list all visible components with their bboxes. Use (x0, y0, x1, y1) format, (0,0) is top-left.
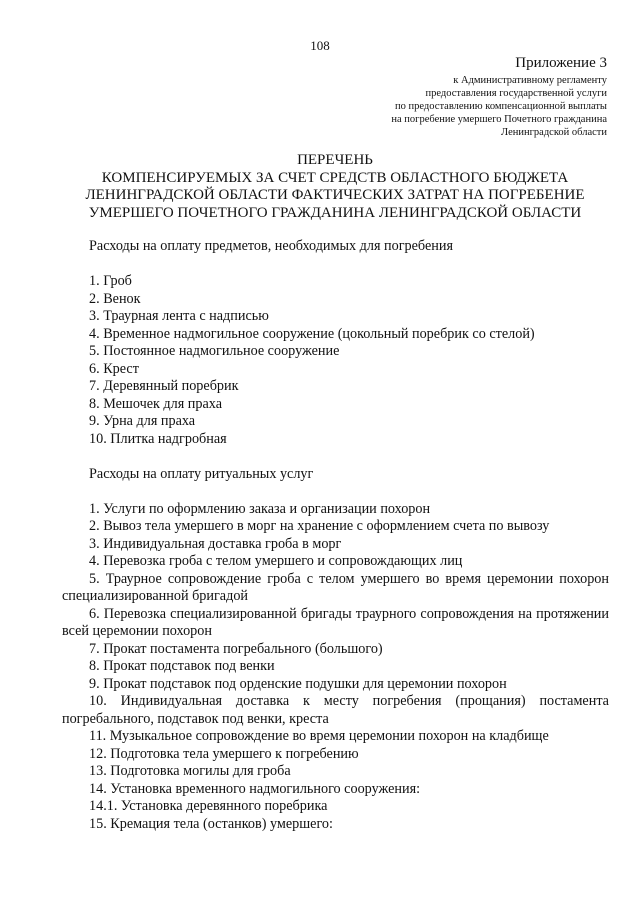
appendix-line: на погребение умершего Почетного гражданина (391, 114, 607, 125)
heading-line: КОМПЕНСИРУЕМЫХ ЗА СЧЕТ СРЕДСТВ ОБЛАСТНОГО БЮДЖЕТА (101, 169, 569, 186)
list-item: 15. Кремация тела (останков) умершего: (89, 815, 333, 832)
list-item: 1. Гроб (89, 273, 132, 289)
list-item: 10. Индивидуальная доставка к месту погребения (прощания) постамента погребального, подставок под венки, креста (62, 693, 609, 727)
document-heading (40, 152, 630, 222)
list-item: 6. Перевозка специализированной бригады траурного сопровождения на протяжении всей церемонии похорон (62, 605, 609, 639)
list-item: 11. Музыкальное сопровождение во время церемонии похорон на кладбище (89, 728, 549, 744)
section-title-services: Расходы на оплату ритуальных услуг (89, 465, 314, 482)
list-item: 12. Подготовка тела умершего к погребению (89, 745, 359, 762)
page-number: 108 (310, 38, 330, 53)
list-item: 4. Перевозка гроба с телом умершего и сопровождающих лиц (89, 553, 463, 569)
list-item: 2. Венок (89, 290, 141, 307)
list-item: 9. Прокат подставок под орденские подушки для церемонии похорон (89, 675, 507, 692)
list-item: 4. Временное надмогильное сооружение (цокольный поребрик со стелой) (89, 325, 535, 342)
appendix-line: по предоставлению компенсационной выплаты (395, 101, 607, 112)
appendix-line: к Административному регламенту (453, 75, 607, 86)
list-item: 14. Установка временного надмогильного сооружения: (89, 780, 421, 797)
list-item: 5. Траурное сопровождение гроба с телом умершего во время церемонии похорон специализированной бригадой (62, 570, 609, 604)
section-title-items: Расходы на оплату предметов, необходимых для погребения (89, 238, 453, 254)
appendix-line: предоставления государственной услуги (425, 88, 607, 99)
appendix-title: Приложение 3 (515, 55, 607, 71)
services-list (62, 500, 609, 834)
list-item: 3. Траурная лента с надписью (89, 308, 269, 324)
list-item: 8. Мешочек для праха (89, 395, 222, 412)
appendix-block (277, 54, 607, 139)
appendix-line: Ленинградской области (501, 127, 607, 138)
list-item: 3. Индивидуальная доставка гроба в морг (89, 535, 342, 552)
spacer (89, 448, 609, 466)
items-list (89, 273, 609, 448)
heading-line: ЛЕНИНГРАДСКОЙ ОБЛАСТИ ФАКТИЧЕСКИХ ЗАТРАТ НА ПОГРЕБЕНИЕ (85, 187, 585, 203)
list-item: 14.1. Установка деревянного поребрика (89, 798, 328, 814)
document-body (62, 238, 609, 833)
list-item: 10. Плитка надгробная (89, 430, 227, 447)
list-item: 13. Подготовка могилы для гроба (89, 763, 291, 779)
spacer (89, 483, 609, 501)
list-item: 7. Прокат постамента погребального (большого) (89, 640, 383, 657)
heading-line: УМЕРШЕГО ПОЧЕТНОГО ГРАЖДАНИНА ЛЕНИНГРАДСКОЙ ОБЛАСТИ (88, 204, 582, 221)
list-item: 7. Деревянный поребрик (89, 378, 239, 394)
list-item: 9. Урна для праха (89, 413, 196, 429)
list-item: 8. Прокат подставок под венки (89, 658, 275, 674)
list-item: 5. Постоянное надмогильное сооружение (89, 343, 340, 359)
list-item: 1. Услуги по оформлению заказа и организации похорон (89, 500, 431, 517)
list-item: 6. Крест (89, 360, 139, 377)
list-item: 2. Вывоз тела умершего в морг на хранение с оформлением счета по вывозу (89, 518, 550, 534)
heading-line: ПЕРЕЧЕНЬ (297, 152, 373, 168)
spacer (89, 256, 609, 274)
